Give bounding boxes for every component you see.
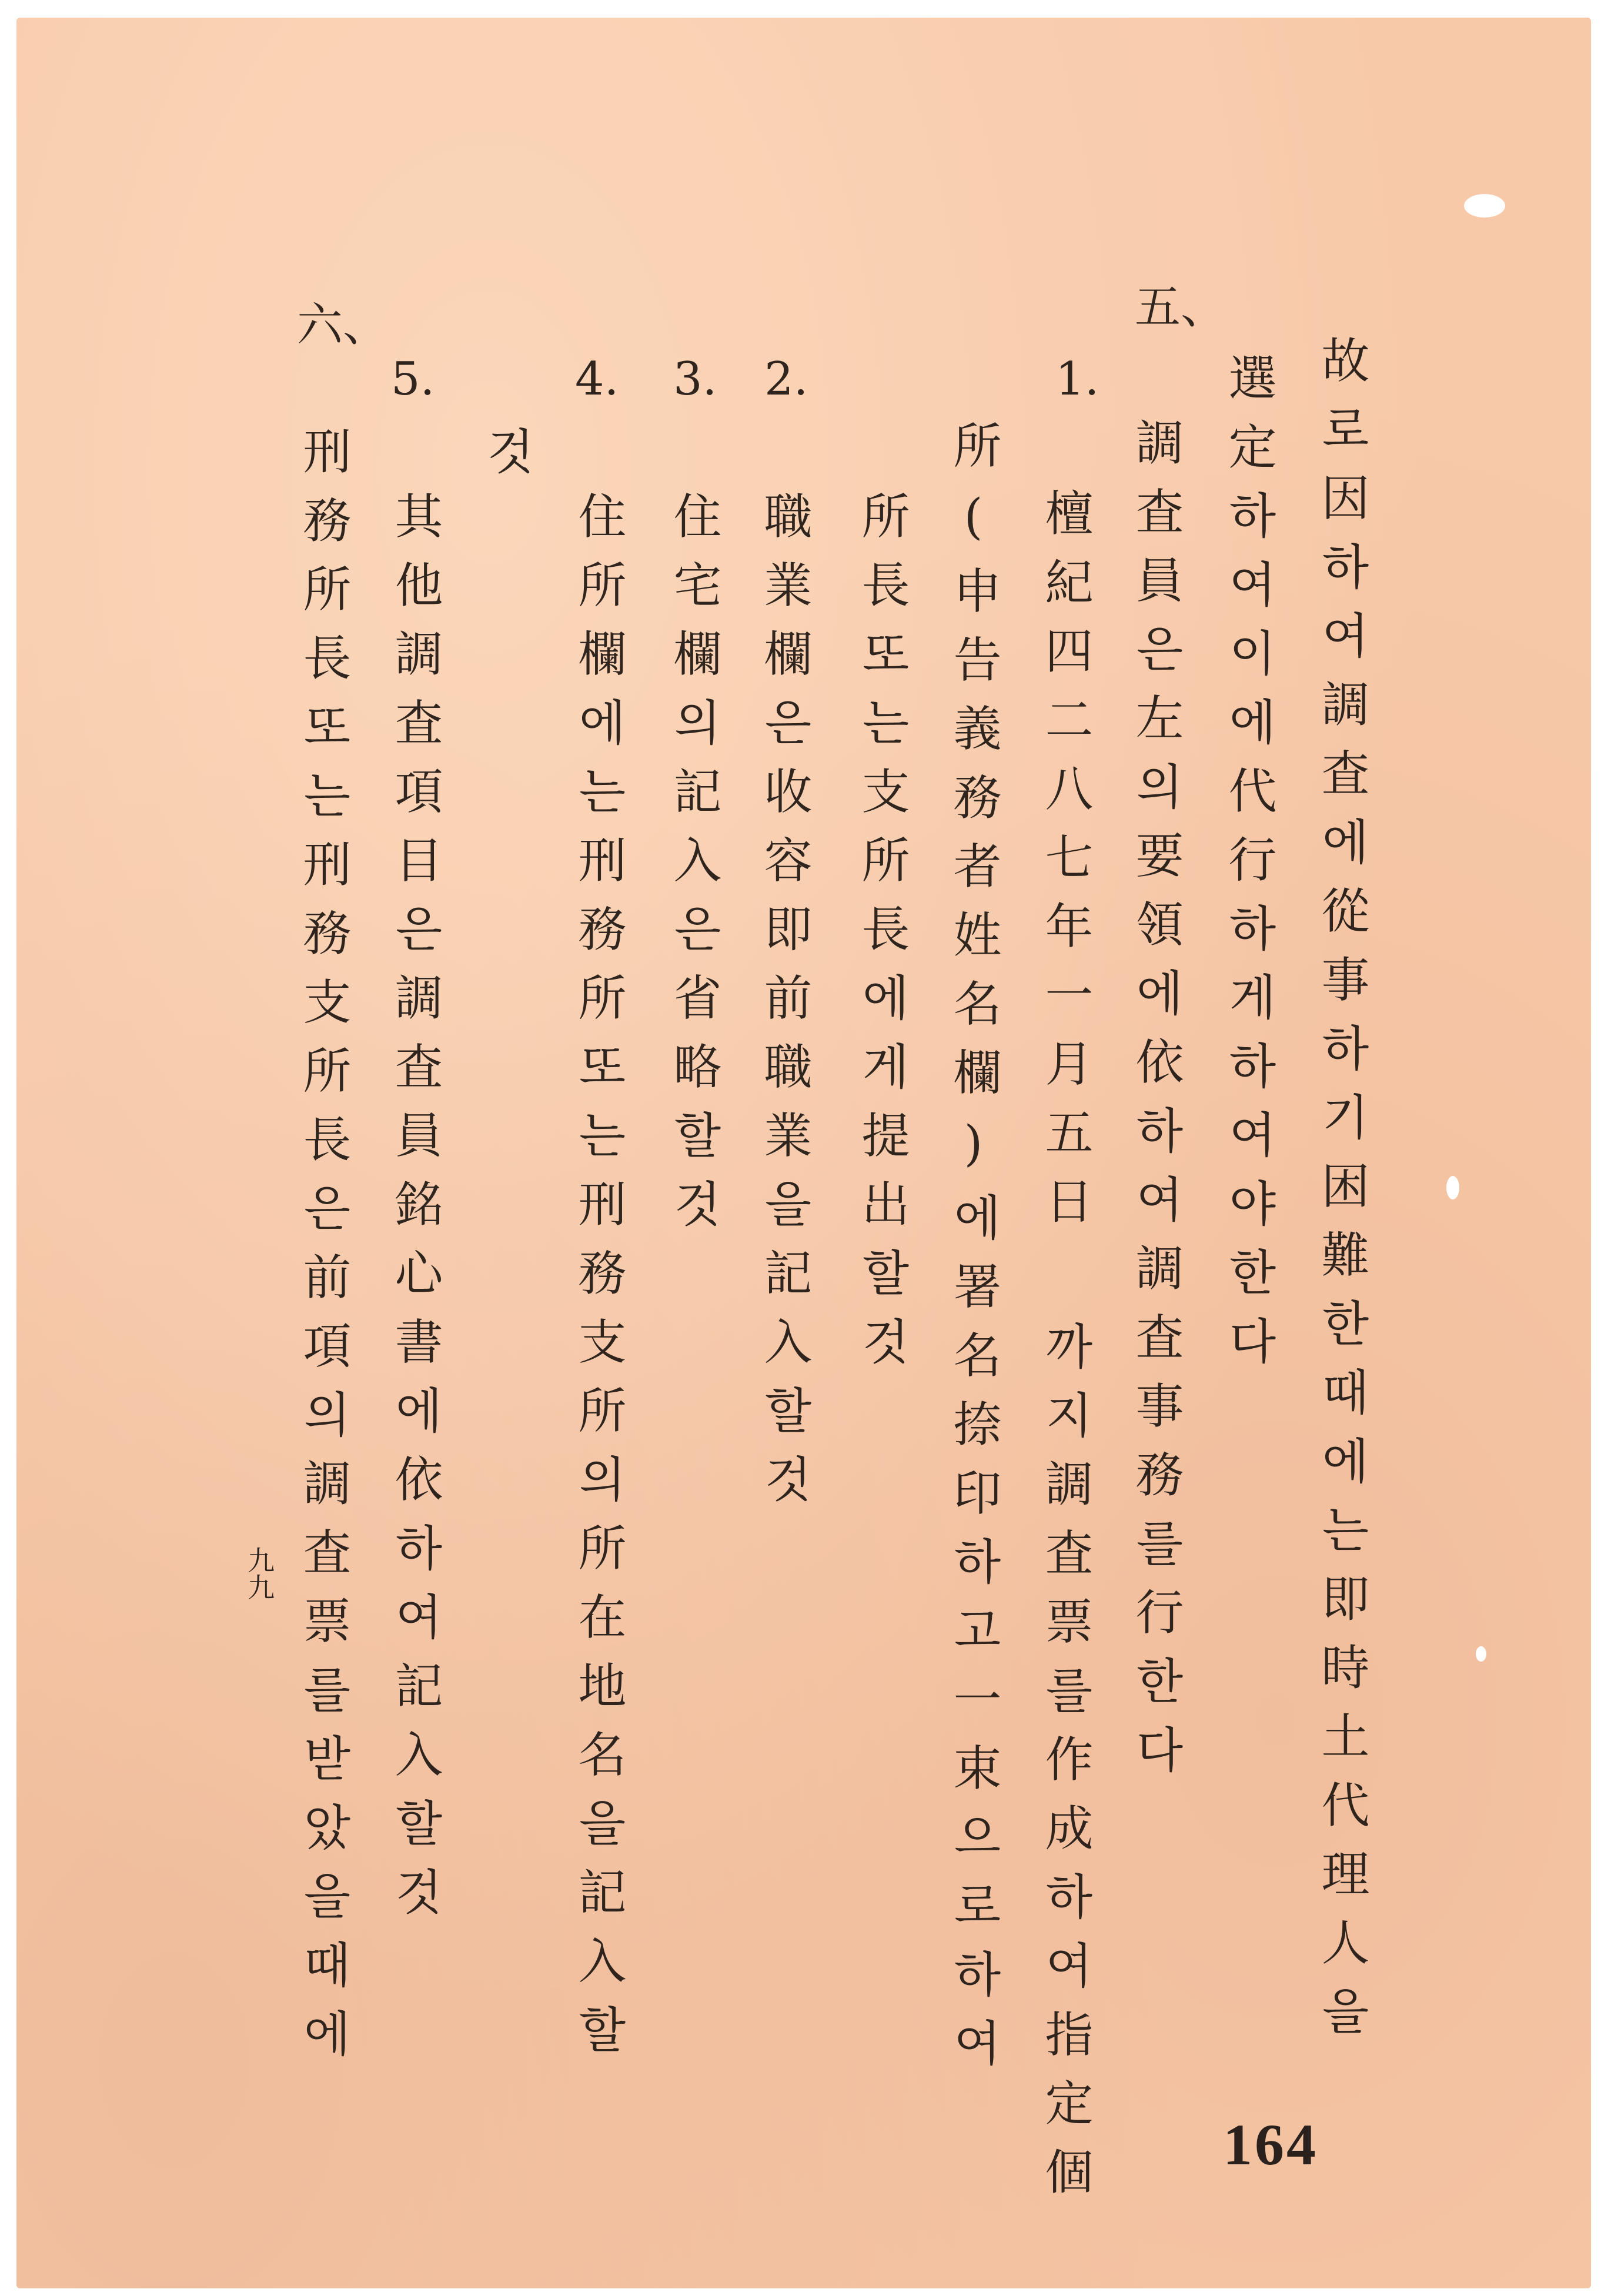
- text-column-8: 住宅欄의記入은省略할것: [666, 491, 721, 1248]
- text-column-7: 職業欄은收容即前職業을記入할것: [756, 491, 812, 1523]
- text-column-10: 것: [479, 426, 534, 495]
- section-marker-five: 五、: [1135, 281, 1227, 334]
- text-column-9: 住所欄에는刑務所또는刑務支所의所在地名을記入할: [570, 491, 626, 2073]
- text-column-12: 刑務所長또는刑務支所長은前項의調査票를받았을때에: [295, 426, 351, 2077]
- text-column-11: 其他調査項目은調査員銘心書에依하여記入할것: [387, 491, 443, 1936]
- text-column-4: 檀紀四二八七年一月五日 까지調査票를作成하여指定個: [1037, 488, 1093, 2215]
- paper-damage-speck: [1476, 1646, 1486, 1662]
- page-number: 164: [1223, 2112, 1318, 2177]
- paper-damage-speck: [1446, 1176, 1459, 1199]
- text-column-3: 調査員은左의要領에依하여調査事務를行한다: [1128, 417, 1184, 1793]
- section-marker-six: 六、: [297, 299, 389, 352]
- item-marker-2: 2.: [764, 353, 808, 406]
- paper-damage-speck: [1464, 194, 1505, 218]
- text-column-5: 所(申告義務者姓名欄)에署名捺印하고一束으로하여: [945, 420, 1001, 2087]
- item-marker-4: 4.: [575, 353, 619, 406]
- text-column-2: 選定하여이에代行하게하여야한다: [1221, 353, 1276, 1385]
- original-page-mark: 九九: [243, 1546, 275, 1600]
- item-marker-1: 1.: [1055, 353, 1099, 406]
- text-column-1: 故로因하여調査에從事하기困難한때에는即時土代理人을: [1313, 335, 1369, 2055]
- text-column-6: 所長또는支所長에게提出할것: [854, 491, 910, 1385]
- item-marker-5: 5.: [391, 353, 435, 406]
- item-marker-3: 3.: [673, 353, 717, 406]
